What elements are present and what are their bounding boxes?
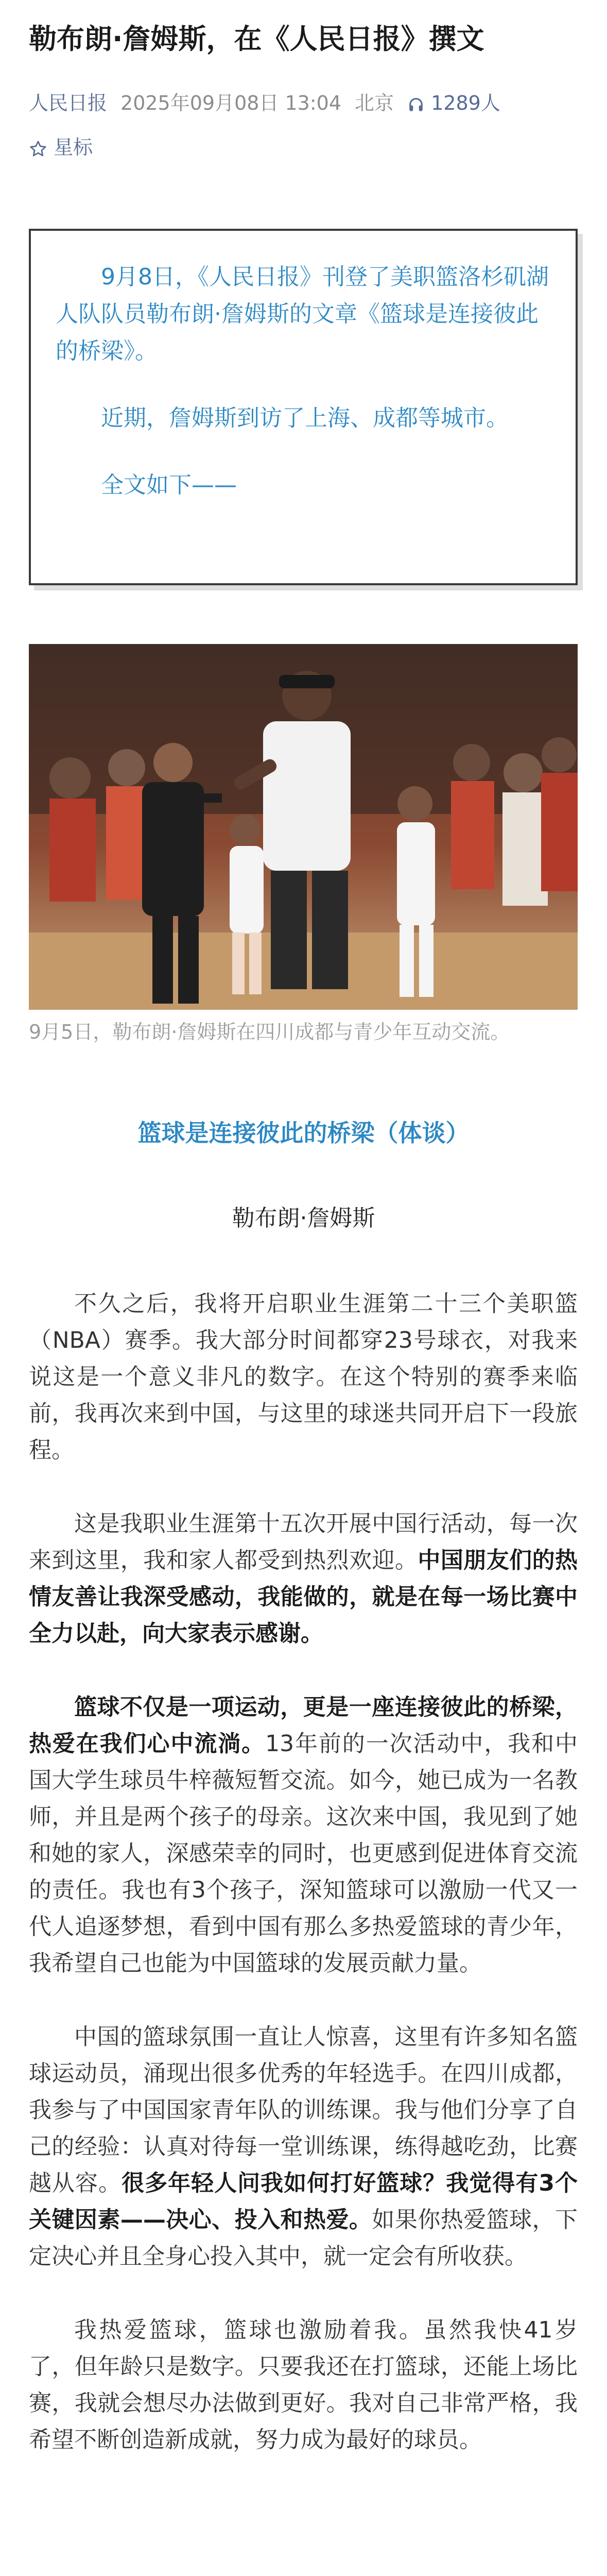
star-button[interactable] bbox=[29, 133, 93, 162]
paragraph-bold-text: 中国朋友们的热情友善让我深受感动，我能做的，就是在每一场比赛中全力以赴，向大家表示感谢。 bbox=[29, 1547, 578, 1647]
star-label: 星标 bbox=[54, 136, 93, 159]
photo-illustration bbox=[29, 644, 578, 1010]
article-title: 勒布朗·詹姆斯，在《人民日报》撰文 bbox=[29, 23, 484, 55]
essay-paragraph bbox=[29, 2019, 578, 2275]
paragraph-bold-text: 篮球不仅是一项运动，更是一座连接彼此的桥梁，热爱在我们心中流淌。 bbox=[29, 1694, 578, 1757]
listen-count: 1289人 bbox=[431, 92, 500, 114]
intro-paragraph: 9月8日，《人民日报》刊登了美职篮洛杉矶湖人队队员勒布朗·詹姆斯的文章《篮球是连接彼此的桥梁》。 bbox=[56, 264, 549, 364]
star-icon bbox=[29, 140, 47, 158]
article-photo[interactable] bbox=[29, 644, 578, 1010]
paragraph-text: 中国的篮球氛围一直让人惊喜，这里有许多知名篮球运动员，涌现出很多优秀的年轻选手。在四川成都，我参与了中国国家青年队的训练课。我与他们分享了自己的经验：认真对待每一堂训练课，练得越吃劲，比赛越从容。 bbox=[29, 2024, 578, 2196]
account-name-link[interactable]: 人民日报 bbox=[29, 92, 108, 114]
paragraph-text: 如果你热爱篮球，下定决心并且全身心投入其中，就一定会有所收获。 bbox=[29, 2207, 578, 2269]
publish-date: 2025年09月08日 13:04 bbox=[120, 92, 342, 114]
listen-button[interactable] bbox=[407, 92, 514, 114]
essay-author: 勒布朗·詹姆斯 bbox=[232, 1205, 375, 1231]
article-meta bbox=[29, 87, 585, 120]
essay-paragraph bbox=[29, 1505, 578, 1652]
essay-body bbox=[29, 1285, 578, 2495]
essay-title: 篮球是连接彼此的桥梁（体谈） bbox=[137, 1119, 470, 1147]
paragraph-text: 这是我职业生涯第十五次开展中国行活动，每一次来到这里，我和家人都受到热烈欢迎。 bbox=[29, 1511, 578, 1573]
photo-caption: 9月5日，勒布朗·詹姆斯在四川成都与青少年互动交流。 bbox=[29, 1021, 510, 1043]
intro-box bbox=[29, 229, 578, 585]
essay-paragraph bbox=[29, 1689, 578, 1981]
paragraph-text: 13年前的一次活动中，我和中国大学生球员牛梓薇短暂交流。如今，她已成为一名教师，并且是两个孩子的母亲。这次来中国，我见到了她和她的家人，深感荣幸的同时，也更感到促进体育交流的责任。我也有3个孩子，深知篮球可以激励一代又一代人追逐梦想，看到中国有那么多热爱篮球的青少年，我希望自己也能为中国篮球的发展贡献力量。 bbox=[29, 1731, 578, 1976]
intro-paragraph: 全文如下—— bbox=[101, 472, 237, 498]
essay-paragraph: 我热爱篮球，篮球也激励着我。虽然我快41岁了，但年龄只是数字。只要我还在打篮球，还能上场比赛，我就会想尽办法做到更好。我对自己非常严格，我希望不断创造新成就，努力成为最好的球员。 bbox=[29, 2317, 578, 2453]
paragraph-bold-text: 很多年轻人问我如何打好篮球？我觉得有3个关键因素——决心、投入和热爱。 bbox=[29, 2170, 578, 2233]
essay-paragraph: 不久之后，我将开启职业生涯第二十三个美职篮（NBA）赛季。我大部分时间都穿23号球衣，对我来说这是一个意义非凡的数字。在这个特别的赛季来临前，我再次来到中国，与这里的球迷共同开启下一段旅程。 bbox=[29, 1291, 578, 1463]
publish-location: 北京 bbox=[355, 92, 394, 114]
headphones-icon bbox=[407, 96, 425, 113]
intro-paragraph: 近期，詹姆斯到访了上海、成都等城市。 bbox=[101, 405, 509, 431]
